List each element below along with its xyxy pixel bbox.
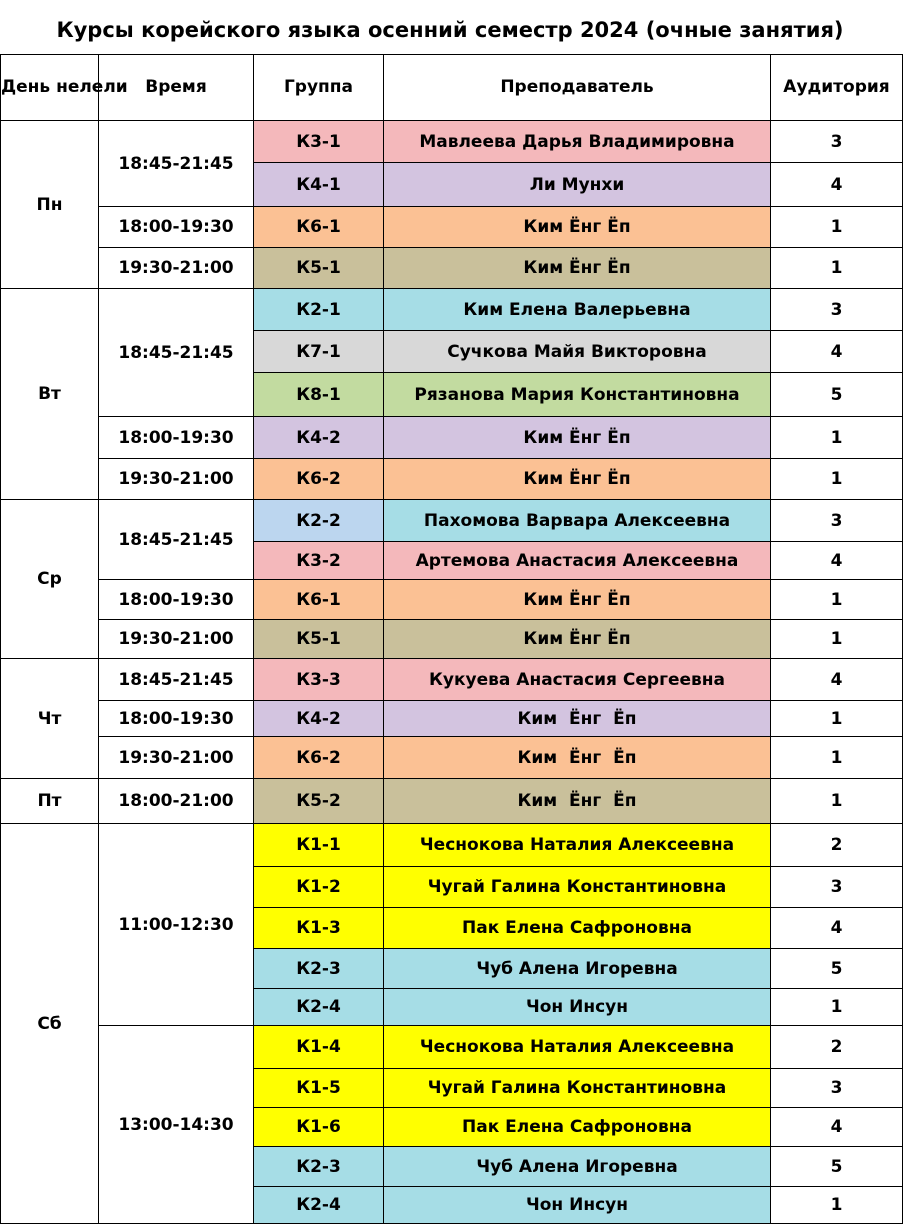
group-cell: К7-1: [254, 331, 384, 373]
teacher-cell: Ким Елена Валерьевна: [384, 289, 771, 331]
time-cell: 19:30-21:00: [99, 248, 254, 289]
teacher-cell: Чон Инсун: [384, 1187, 771, 1224]
group-cell: К4-2: [254, 417, 384, 459]
room-cell: 4: [771, 331, 903, 373]
room-cell: 4: [771, 163, 903, 207]
teacher-cell: Ким Ёнг Ёп: [384, 620, 771, 659]
teacher-cell: Чуб Алена Игоревна: [384, 1147, 771, 1187]
teacher-cell: Пак Елена Сафроновна: [384, 1108, 771, 1147]
table-row: [1, 824, 903, 867]
room-cell: 1: [771, 989, 903, 1026]
group-cell: К2-4: [254, 989, 384, 1026]
room-cell: 2: [771, 1026, 903, 1069]
time-column-header: Время: [99, 55, 254, 121]
table-row: [1, 121, 903, 163]
day-cell: Вт: [1, 289, 99, 500]
table-row: [1, 620, 903, 659]
table-row: [1, 1026, 903, 1069]
room-cell: 1: [771, 737, 903, 779]
group-cell: К6-2: [254, 459, 384, 500]
table-row: [1, 737, 903, 779]
group-cell: К2-4: [254, 1187, 384, 1224]
group-cell: К6-1: [254, 207, 384, 248]
room-cell: 1: [771, 779, 903, 824]
schedule-body: [1, 121, 903, 1224]
group-cell: К8-1: [254, 373, 384, 417]
room-cell: 1: [771, 417, 903, 459]
table-row: [1, 207, 903, 248]
room-cell: 4: [771, 1108, 903, 1147]
table-row: [1, 459, 903, 500]
teacher-cell: Чон Инсун: [384, 989, 771, 1026]
time-cell: 19:30-21:00: [99, 620, 254, 659]
time-cell: 18:00-19:30: [99, 580, 254, 620]
room-cell: 3: [771, 500, 903, 542]
group-cell: К1-3: [254, 908, 384, 949]
room-cell: 1: [771, 580, 903, 620]
room-cell: 1: [771, 620, 903, 659]
group-cell: К3-3: [254, 659, 384, 701]
room-cell: 4: [771, 542, 903, 580]
room-cell: 1: [771, 701, 903, 737]
time-cell: 18:45-21:45: [99, 500, 254, 580]
day-cell: Ср: [1, 500, 99, 659]
time-cell: 19:30-21:00: [99, 459, 254, 500]
page-title: Курсы корейского языка осенний семестр 2024 (очные занятия): [56, 18, 844, 42]
room-cell: 3: [771, 867, 903, 908]
group-cell: К4-2: [254, 701, 384, 737]
room-column-header: Аудитория: [771, 55, 903, 121]
day-cell: Сб: [1, 824, 99, 1224]
group-cell: К1-4: [254, 1026, 384, 1069]
teacher-cell: Чеснокова Наталия Алексеевна: [384, 824, 771, 867]
group-cell: К2-3: [254, 949, 384, 989]
group-cell: К5-1: [254, 248, 384, 289]
teacher-cell: Ким Ёнг Ёп: [384, 737, 771, 779]
room-cell: 3: [771, 121, 903, 163]
day-cell: Чт: [1, 659, 99, 779]
time-cell: 19:30-21:00: [99, 737, 254, 779]
teacher-cell: Ким Ёнг Ёп: [384, 207, 771, 248]
day-cell: Пт: [1, 779, 99, 824]
time-cell: 11:00-12:30: [99, 824, 254, 1026]
room-cell: 3: [771, 289, 903, 331]
table-row: [1, 701, 903, 737]
teacher-cell: Сучкова Майя Викторовна: [384, 331, 771, 373]
teacher-cell: Ким Ёнг Ёп: [384, 248, 771, 289]
room-cell: 1: [771, 207, 903, 248]
time-cell: 18:00-19:30: [99, 207, 254, 248]
room-cell: 1: [771, 459, 903, 500]
table-row: [1, 417, 903, 459]
time-cell: 18:45-21:45: [99, 289, 254, 417]
teacher-cell: Ким Ёнг Ёп: [384, 417, 771, 459]
table-row: [1, 659, 903, 701]
group-cell: К1-6: [254, 1108, 384, 1147]
day-cell: Пн: [1, 121, 99, 289]
group-cell: К6-1: [254, 580, 384, 620]
time-cell: 18:00-19:30: [99, 417, 254, 459]
time-cell: 18:00-19:30: [99, 701, 254, 737]
teacher-cell: Чуб Алена Игоревна: [384, 949, 771, 989]
group-cell: К2-2: [254, 500, 384, 542]
room-cell: 5: [771, 373, 903, 417]
header-row: [1, 55, 903, 121]
teacher-cell: Мавлеева Дарья Владимировна: [384, 121, 771, 163]
group-cell: К5-1: [254, 620, 384, 659]
teacher-cell: Чугай Галина Константиновна: [384, 867, 771, 908]
teacher-cell: Ли Мунхи: [384, 163, 771, 207]
teacher-cell: Пахомова Варвара Алексеевна: [384, 500, 771, 542]
room-cell: 5: [771, 1147, 903, 1187]
group-cell: К5-2: [254, 779, 384, 824]
time-cell: 18:00-21:00: [99, 779, 254, 824]
group-cell: К3-1: [254, 121, 384, 163]
table-row: [1, 779, 903, 824]
group-cell: К3-2: [254, 542, 384, 580]
group-cell: К6-2: [254, 737, 384, 779]
teacher-cell: Чеснокова Наталия Алексеевна: [384, 1026, 771, 1069]
teacher-cell: Пак Елена Сафроновна: [384, 908, 771, 949]
group-cell: К2-1: [254, 289, 384, 331]
table-row: [1, 248, 903, 289]
time-cell: 18:45-21:45: [99, 121, 254, 207]
teacher-cell: Ким Ёнг Ёп: [384, 779, 771, 824]
teacher-cell: Ким Ёнг Ёп: [384, 459, 771, 500]
room-cell: 3: [771, 1069, 903, 1108]
group-cell: К1-5: [254, 1069, 384, 1108]
group-column-header: Группа: [254, 55, 384, 121]
room-cell: 4: [771, 659, 903, 701]
teacher-cell: Рязанова Мария Константиновна: [384, 373, 771, 417]
room-cell: 1: [771, 1187, 903, 1224]
room-cell: 5: [771, 949, 903, 989]
time-cell: 18:45-21:45: [99, 659, 254, 701]
teacher-cell: Ким Ёнг Ёп: [384, 580, 771, 620]
group-cell: К1-2: [254, 867, 384, 908]
group-cell: К2-3: [254, 1147, 384, 1187]
room-cell: 4: [771, 908, 903, 949]
teacher-column-header: Преподаватель: [384, 55, 771, 121]
table-row: [1, 580, 903, 620]
teacher-cell: Кукуева Анастасия Сергеевна: [384, 659, 771, 701]
room-cell: 1: [771, 248, 903, 289]
teacher-cell: Чугай Галина Константиновна: [384, 1069, 771, 1108]
day-column-header: День нелели: [1, 55, 99, 121]
group-cell: К1-1: [254, 824, 384, 867]
time-cell: 13:00-14:30: [99, 1026, 254, 1224]
table-row: [1, 289, 903, 331]
schedule-table: [0, 54, 903, 1224]
teacher-cell: Ким Ёнг Ёп: [384, 701, 771, 737]
group-cell: К4-1: [254, 163, 384, 207]
table-row: [1, 500, 903, 542]
room-cell: 2: [771, 824, 903, 867]
teacher-cell: Артемова Анастасия Алексеевна: [384, 542, 771, 580]
